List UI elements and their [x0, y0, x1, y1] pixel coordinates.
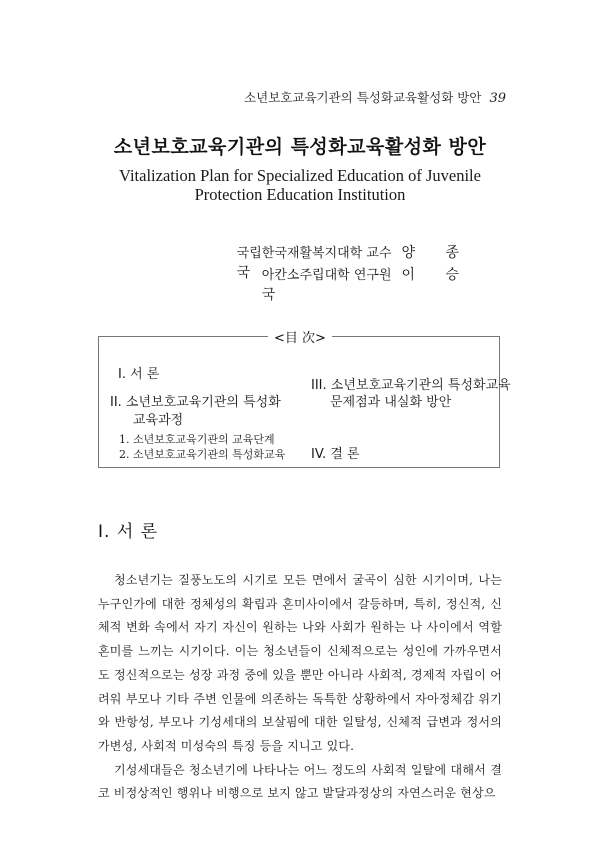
author-2-affiliation: 아칸소주립대학 연구원	[261, 268, 392, 283]
body-paragraph-1: 청소년기는 질풍노도의 시기로 모든 면에서 굴곡이 심한 시기이며, 나는 누구인가에 대한 정체성의 확립과 혼미사이에서 갈등하며, 특히, 정신적, 신체적 변화 속에서 자기 자신이 원하는 나와 사회가 원하는 나 사이에서 역할혼미를 느끼는 시기이다. 이는 청소년들이 신체적으로는 성인에 가까우면서도 정신적으로는 성장 과정 중에 있을 뿐만 아니라 사회적, 경제적 자립이 어려워 부모나 기타 주변 인물에 의존하는 독특한 상황하에서 자아정체감 위기와 반항성, 부모나 기성세대의 보살핌에 대한 일탈성, 신체적 급변과 정서의 가변성, 사회적 미성숙의 특징 등을 지니고 있다.	[98, 573, 502, 753]
running-header-title: 소년보호교육기관의 특성화교육활성화 방안	[244, 90, 482, 105]
paper-title-english	[0, 166, 600, 204]
body-paragraph-2: 기성세대들은 청소년기에 나타나는 어느 정도의 사회적 일탈에 대해서 결코 비정상적인 행위나 비행으로 보지 않고 발달과정상의 자연스러운 현상으	[98, 762, 502, 801]
section-heading-introduction: I. 서 론	[98, 522, 159, 542]
paper-title-korean: 소년보호교육기관의 특성화교육활성화 방안	[113, 136, 487, 158]
toc-item-3-line1: III. 소년보호교육기관의 특성화교육	[311, 378, 511, 393]
toc-subitem-2-1: 1. 소년보호교육기관의 교육단계	[119, 433, 275, 446]
paper-title-english-line2: Protection Education Institution	[194, 185, 406, 204]
toc-subitem-2-2: 2. 소년보호교육기관의 특성화교육	[119, 448, 286, 461]
toc-caption: <目 次>	[0, 327, 600, 346]
author-1-affiliation: 국립한국재활복지대학 교수	[236, 246, 392, 261]
toc-item-2-line1: II. 소년보호교육기관의 특성화	[110, 395, 281, 410]
author-2-name: 이 승 국	[261, 267, 473, 303]
page-number: 39	[489, 91, 506, 106]
toc-item-introduction: I. 서 론	[118, 367, 160, 382]
paper-title-english-line1: Vitalization Plan for Specialized Education of Juvenile	[119, 166, 481, 185]
author-1-name: 양 종 국	[236, 245, 473, 281]
running-header	[244, 88, 506, 106]
author-2	[262, 264, 503, 304]
toc-item-3-line2: 문제점과 내실화 방안	[330, 395, 452, 410]
toc-item-2-line2: 교육과정	[133, 413, 184, 428]
body-text	[98, 569, 502, 806]
toc-item-conclusion: IV. 결 론	[311, 447, 360, 462]
